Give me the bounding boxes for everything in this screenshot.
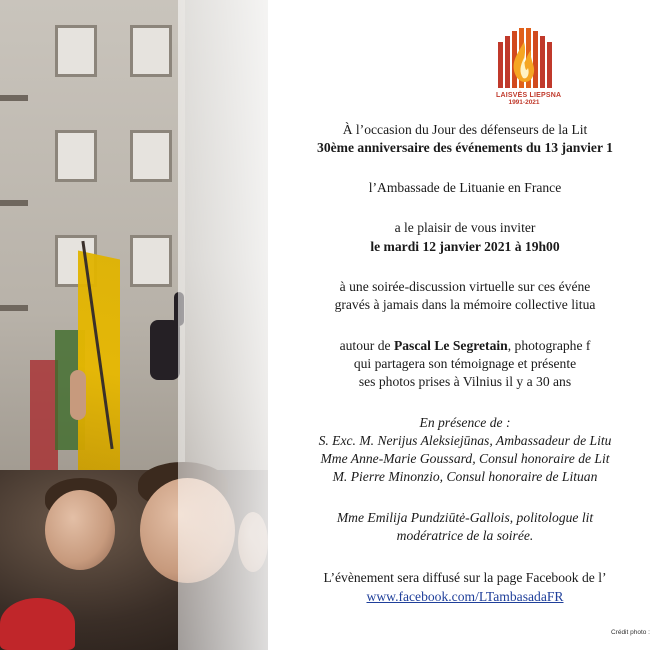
face	[45, 490, 115, 570]
photo-credit: Crédit photo :	[610, 629, 650, 636]
logo-name: LAISVĖS LIEPSNA	[496, 92, 562, 99]
speaker-line-1	[280, 338, 650, 354]
balcony	[0, 200, 28, 206]
red-cap	[0, 598, 75, 650]
protest-photo	[0, 0, 268, 650]
anniversary-line: 30ème anniversaire des événements du 13 janvier 1	[317, 140, 613, 155]
balcony	[0, 95, 28, 101]
occasion-line: À l’occasion du Jour des défenseurs de la Lit	[342, 122, 588, 137]
facebook-line	[280, 589, 650, 605]
guest-line-3: M. Pierre Minonzio, Consul honoraire de Lituan	[332, 469, 598, 484]
speaker-line-2: qui partagera son témoignage et présente	[353, 356, 577, 371]
white-fade-overlay	[178, 0, 268, 650]
speaker-prefix: autour de	[339, 338, 394, 353]
raised-hand	[70, 370, 86, 420]
moderator-line-2: modératrice de la soirée.	[396, 528, 534, 543]
guest-line-1: S. Exc. M. Nerijus Aleksiejūnas, Ambassadeur de Litu	[318, 433, 612, 448]
window	[130, 235, 172, 287]
window	[130, 25, 172, 77]
event-line-1: à une soirée-discussion virtuelle sur ces événe	[339, 279, 591, 294]
flag-red-stripe	[30, 360, 58, 470]
date-line: le mardi 12 janvier 2021 à 19h00	[370, 239, 560, 254]
guest-line-2: Mme Anne-Marie Goussard, Consul honoraire de Lit	[320, 451, 610, 466]
raised-fist	[150, 320, 180, 380]
window	[130, 130, 172, 182]
invite-line: a le plaisir de vous inviter	[394, 220, 536, 235]
window	[55, 25, 97, 77]
invitation-text	[280, 0, 650, 650]
moderator-line-1: Mme Emilija Pundziūtė-Gallois, politologue lit	[336, 510, 594, 525]
window	[55, 130, 97, 182]
facebook-link[interactable]: www.facebook.com/LTambasadaFR	[366, 589, 564, 604]
broadcast-line: L’évènement sera diffusé sur la page Facebook de l’	[323, 570, 607, 585]
event-line-2: gravés à jamais dans la mémoire collective litua	[334, 297, 596, 312]
speaker-line-3: ses photos prises à Vilnius il y a 30 ans	[358, 374, 572, 389]
logo-years: 1991-2021	[508, 99, 540, 106]
speaker-name: Pascal Le Segretain	[393, 338, 508, 353]
presence-heading: En présence de :	[419, 415, 511, 430]
balcony	[0, 305, 28, 311]
host-line: l’Ambassade de Lituanie en France	[368, 180, 562, 195]
speaker-suffix: , photographe f	[507, 338, 591, 353]
